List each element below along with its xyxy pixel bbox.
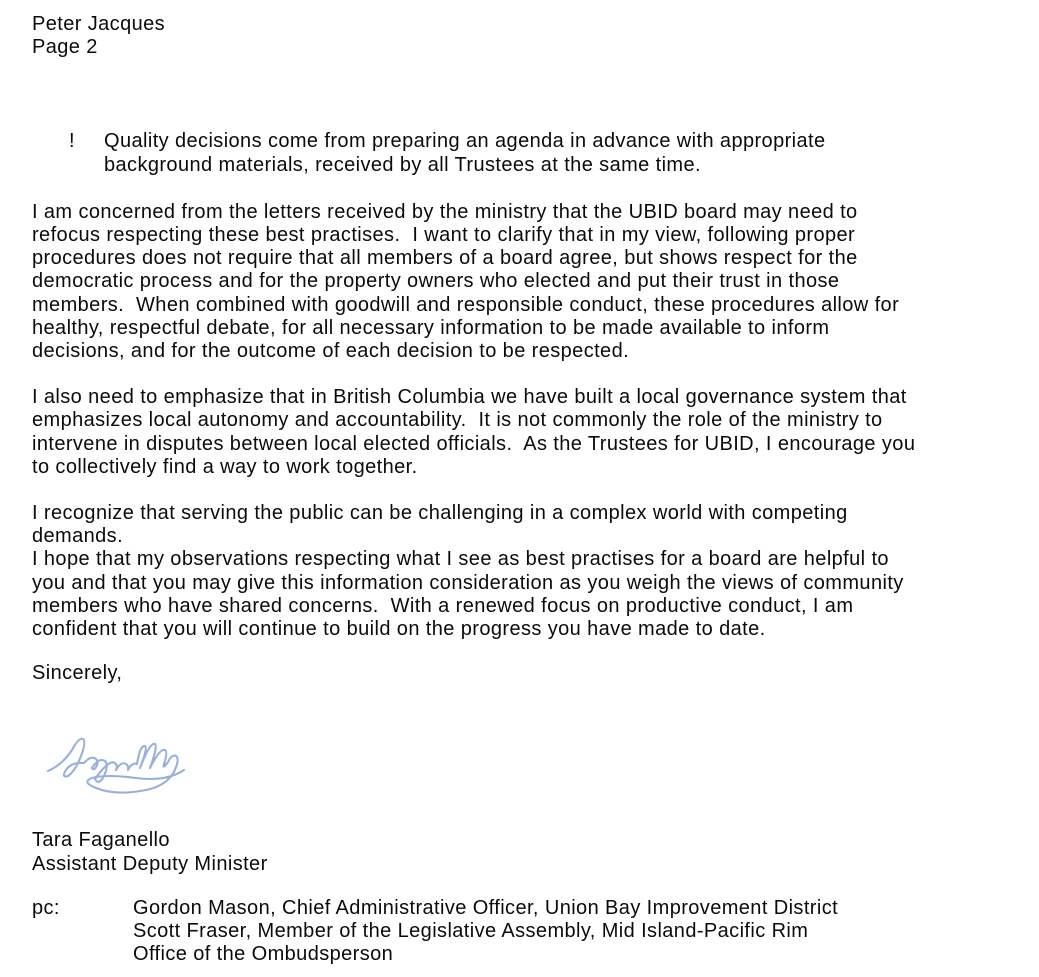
- signer-block: [32, 829, 1009, 875]
- text-line: healthy, respectful debate, for all necessary information to be made available to inform: [32, 316, 830, 339]
- cc-entry: Office of the Ombudsperson: [133, 943, 394, 966]
- paragraph-governance: [32, 386, 1009, 479]
- page-number: Page 2: [32, 36, 98, 59]
- text-line: members. When combined with goodwill and responsible conduct, these procedures allow for: [32, 293, 900, 316]
- bullet-text: [104, 130, 1009, 176]
- text-line: demands.: [32, 525, 124, 548]
- bullet-item: [69, 130, 1009, 176]
- text-line: refocus respecting these best practises. I want to clarify that in my view, following proper: [32, 224, 856, 247]
- text-line: I hope that my observations respecting what I see as best practises for a board are helpful to: [32, 548, 889, 571]
- text-line: background materials, received by all Trustees at the same time.: [104, 153, 701, 176]
- text-line: to collectively find a way to work together.: [32, 455, 418, 478]
- paragraph-recognition: [32, 502, 1009, 641]
- paragraph-concern: [32, 201, 1009, 363]
- text-line: I recognize that serving the public can be challenging in a complex world with competing: [32, 502, 848, 525]
- letter-header: [32, 13, 1009, 59]
- text-line: emphasizes local autonomy and accountability. It is not commonly the role of the ministry to: [32, 409, 883, 432]
- text-line: you and that you may give this information consideration as you weigh the views of community: [32, 571, 904, 594]
- signer-title: Assistant Deputy Minister: [32, 852, 268, 875]
- text-line: democratic process and for the property owners who elected and put their trust in those: [32, 270, 840, 293]
- text-line: confident that you will continue to build on the progress you have made to date.: [32, 618, 766, 641]
- text-line: members who have shared concerns. With a renewed focus on productive conduct, I am: [32, 594, 854, 617]
- bullet-marker: !: [69, 130, 75, 153]
- closing-salutation: Sincerely,: [32, 662, 123, 685]
- cc-block: [32, 897, 1009, 967]
- signer-name: Tara Faganello: [32, 829, 170, 852]
- text-line: Quality decisions come from preparing an agenda in advance with appropriate: [104, 130, 826, 153]
- text-line: intervene in disputes between local elected officials. As the Trustees for UBID, I encourage you: [32, 432, 916, 455]
- signature-image: [34, 719, 199, 801]
- text-line: decisions, and for the outcome of each decision to be respected.: [32, 340, 630, 363]
- text-line: I am concerned from the letters received by the ministry that the UBID board may need to: [32, 200, 858, 223]
- cc-entries: [133, 897, 1009, 967]
- text-line: I also need to emphasize that in British Columbia we have built a local governance system that: [32, 386, 907, 409]
- cc-entry: Gordon Mason, Chief Administrative Officer, Union Bay Improvement District: [133, 896, 839, 919]
- text-line: procedures does not require that all members of a board agree, but shows respect for the: [32, 247, 858, 270]
- cc-entry: Scott Fraser, Member of the Legislative Assembly, Mid Island-Pacific Rim: [133, 920, 809, 943]
- recipient-name: Peter Jacques: [32, 13, 166, 35]
- signature-stroke: [48, 739, 184, 793]
- cc-label: pc:: [32, 896, 60, 919]
